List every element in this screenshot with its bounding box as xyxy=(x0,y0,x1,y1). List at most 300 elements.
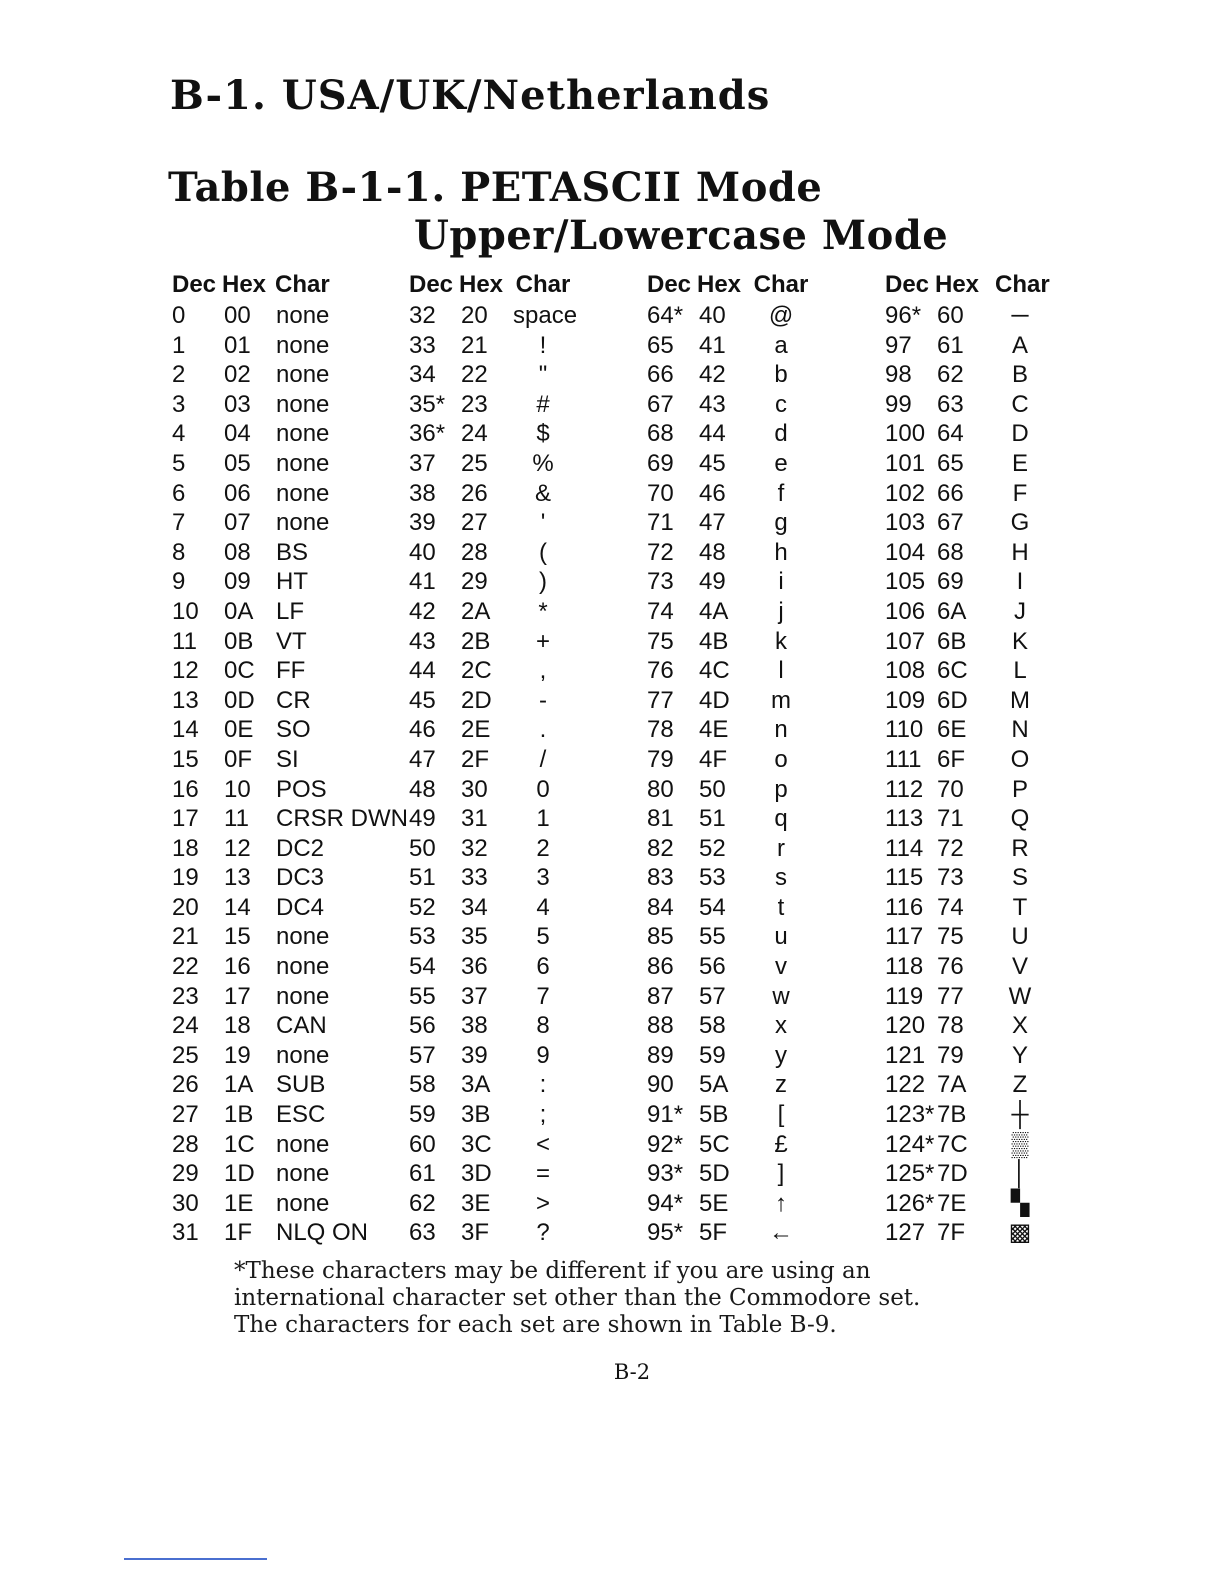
char-cell: % xyxy=(532,449,554,477)
hex-cell: 03 xyxy=(224,390,251,418)
hex-cell: 13 xyxy=(224,864,251,892)
dec-cell: 32 xyxy=(409,302,436,329)
dec-cell: 112 xyxy=(885,775,924,803)
char-cell: g xyxy=(774,509,788,537)
char-cell: DC3 xyxy=(276,864,325,892)
hex-cell: 29 xyxy=(461,568,488,596)
dec-cell: 122 xyxy=(885,1071,926,1099)
dec-cell: 63 xyxy=(409,1219,436,1247)
char-cell: none xyxy=(276,361,330,389)
dec-cell: 124* xyxy=(885,1130,935,1158)
char-cell: none xyxy=(276,302,330,329)
dec-cell: 36* xyxy=(409,420,446,448)
hex-cell: 2F xyxy=(461,745,490,773)
dec-cell: 126* xyxy=(885,1189,935,1217)
char-cell: Z xyxy=(1012,1071,1028,1099)
char-cell: FF xyxy=(276,657,306,685)
hex-cell: 43 xyxy=(699,390,726,418)
hex-cell: 68 xyxy=(937,538,964,566)
dec-cell: 26 xyxy=(172,1071,199,1099)
char-cell: BS xyxy=(276,538,309,566)
dec-cell: 110 xyxy=(885,716,924,744)
hex-cell: 1E xyxy=(224,1189,254,1217)
hex-cell: 06 xyxy=(224,479,251,507)
dec-cell: 5 xyxy=(172,449,186,477)
hex-cell: 64 xyxy=(937,420,964,448)
dec-cell: 86 xyxy=(647,953,674,981)
header-dec: Dec xyxy=(885,271,930,298)
hex-cell: 77 xyxy=(937,982,964,1010)
hex-cell: 37 xyxy=(461,982,488,1010)
dec-cell: 0 xyxy=(172,302,186,329)
header-hex: Hex xyxy=(459,271,504,298)
hex-cell: 00 xyxy=(224,302,251,329)
char-cell: f xyxy=(777,479,785,507)
dec-cell: 76 xyxy=(647,657,674,685)
hex-cell: 54 xyxy=(699,893,726,921)
hex-cell: 2C xyxy=(461,657,492,685)
char-cell: 8 xyxy=(536,1012,550,1040)
hex-cell: 4C xyxy=(699,657,730,685)
hex-cell: 40 xyxy=(699,302,726,329)
dec-cell: 100 xyxy=(885,420,926,448)
char-cell: & xyxy=(534,479,551,507)
dec-cell: 11 xyxy=(172,627,197,655)
hex-cell: 49 xyxy=(699,568,726,596)
char-cell: F xyxy=(1012,479,1028,507)
dec-cell: 91* xyxy=(647,1101,684,1129)
dec-cell: 14 xyxy=(172,716,199,744)
dec-cell: 101 xyxy=(885,449,926,477)
header-dec: Dec xyxy=(647,271,692,298)
dec-cell: 95* xyxy=(647,1219,684,1247)
char-cell: ↑ xyxy=(775,1189,787,1217)
char-cell: m xyxy=(771,686,791,714)
dec-cell: 7 xyxy=(172,509,186,537)
footnote: *These characters may be different if you are using an international character set other than the Commodore set. The characters for each set are shown in Table B-9. xyxy=(234,1258,921,1338)
char-cell: NLQ ON xyxy=(276,1219,369,1247)
char-cell: H xyxy=(1011,538,1029,566)
dec-cell: 34 xyxy=(409,361,436,389)
hex-cell: 3C xyxy=(461,1130,492,1158)
char-cell: p xyxy=(774,775,788,803)
dec-cell: 67 xyxy=(647,390,674,418)
header-char: Char xyxy=(275,271,330,298)
hex-cell: 47 xyxy=(699,509,726,537)
hex-cell: 15 xyxy=(224,923,251,951)
char-cell: none xyxy=(276,1041,330,1069)
dec-cell: 37 xyxy=(409,449,436,477)
dec-cell: 106 xyxy=(885,597,926,625)
dec-cell: 35* xyxy=(409,390,446,418)
hex-cell: 2D xyxy=(461,686,492,714)
dec-cell: 39 xyxy=(409,509,436,537)
dec-cell: 111 xyxy=(885,745,922,773)
hex-cell: 7A xyxy=(937,1071,967,1099)
dec-cell: 102 xyxy=(885,479,926,507)
dec-cell: 4 xyxy=(172,420,186,448)
char-cell: c xyxy=(775,390,787,418)
hex-cell: 07 xyxy=(224,509,251,537)
char-cell: POS xyxy=(276,775,327,803)
header-char: Char xyxy=(995,271,1050,298)
hex-cell: 04 xyxy=(224,420,251,448)
dec-cell: 78 xyxy=(647,716,674,744)
dec-cell: 117 xyxy=(885,923,924,951)
bottom-rule xyxy=(124,1558,267,1560)
char-cell: U xyxy=(1011,923,1029,951)
dec-cell: 82 xyxy=(647,834,674,862)
char-cell: ) xyxy=(539,568,547,596)
char-cell: 0 xyxy=(536,775,550,803)
dec-cell: 50 xyxy=(409,834,436,862)
char-cell: ▩ xyxy=(1008,1219,1032,1247)
hex-cell: 7E xyxy=(937,1189,967,1217)
hex-cell: 73 xyxy=(937,864,964,892)
dec-cell: 25 xyxy=(172,1041,199,1069)
dec-cell: 27 xyxy=(172,1101,199,1129)
char-cell: . xyxy=(539,716,547,744)
char-cell: none xyxy=(276,1160,330,1188)
hex-cell: 51 xyxy=(699,805,726,833)
char-cell: ' xyxy=(540,509,546,537)
char-cell: e xyxy=(774,449,788,477)
hex-cell: 70 xyxy=(937,775,964,803)
hex-cell: 0D xyxy=(224,686,255,714)
dec-cell: 17 xyxy=(172,805,199,833)
hex-cell: 42 xyxy=(699,361,726,389)
header-dec: Dec xyxy=(409,271,454,298)
char-cell: none xyxy=(276,390,330,418)
char-cell: $ xyxy=(536,420,550,448)
char-cell: : xyxy=(539,1071,547,1099)
char-cell: ▒ xyxy=(1011,1130,1029,1158)
char-cell: x xyxy=(775,1012,787,1040)
dec-cell: 59 xyxy=(409,1101,436,1129)
dec-cell: 118 xyxy=(885,953,924,981)
dec-cell: 104 xyxy=(885,538,926,566)
dec-cell: 81 xyxy=(647,805,674,833)
dec-cell: 96* xyxy=(885,302,922,329)
hex-cell: 0C xyxy=(224,657,255,685)
hex-cell: 20 xyxy=(461,302,488,329)
char-cell: G xyxy=(1010,509,1030,537)
hex-cell: 75 xyxy=(937,923,964,951)
dec-cell: 13 xyxy=(172,686,199,714)
dec-cell: 6 xyxy=(172,479,186,507)
dec-cell: 43 xyxy=(409,627,436,655)
hex-cell: 4B xyxy=(699,627,729,655)
dec-cell: 15 xyxy=(172,745,199,773)
char-cell: s xyxy=(775,864,787,892)
dec-cell: 3 xyxy=(172,390,186,418)
header-char: Char xyxy=(753,271,809,298)
hex-cell: 24 xyxy=(461,420,488,448)
char-cell: l xyxy=(778,657,784,685)
char-cell: " xyxy=(538,361,548,389)
char-cell: CAN xyxy=(276,1012,327,1040)
char-cell: 3 xyxy=(536,864,550,892)
char-cell: y xyxy=(775,1041,787,1069)
dec-cell: 31 xyxy=(172,1219,199,1247)
hex-cell: 02 xyxy=(224,361,251,389)
dec-cell: 9 xyxy=(172,568,186,596)
dec-cell: 60 xyxy=(409,1130,436,1158)
dec-cell: 8 xyxy=(172,538,186,566)
char-cell: DC4 xyxy=(276,893,325,921)
dec-cell: 45 xyxy=(409,686,436,714)
char-cell: E xyxy=(1011,449,1028,477)
char-cell: , xyxy=(539,657,547,685)
hex-cell: 1A xyxy=(224,1071,254,1099)
dec-cell: 85 xyxy=(647,923,674,951)
char-cell: t xyxy=(777,893,785,921)
char-cell: < xyxy=(535,1130,550,1158)
hex-cell: 5A xyxy=(699,1071,729,1099)
hex-cell: 39 xyxy=(461,1041,488,1069)
dec-cell: 19 xyxy=(172,864,199,892)
hex-cell: 2B xyxy=(461,627,491,655)
hex-cell: 1B xyxy=(224,1101,254,1129)
dec-cell: 38 xyxy=(409,479,436,507)
dec-cell: 114 xyxy=(885,834,924,862)
dec-cell: 94* xyxy=(647,1189,684,1217)
dec-cell: 12 xyxy=(172,657,199,685)
hex-cell: 22 xyxy=(461,361,488,389)
header-dec: Dec xyxy=(172,271,217,298)
dec-cell: 16 xyxy=(172,775,199,803)
char-cell: P xyxy=(1011,775,1028,803)
char-cell: X xyxy=(1011,1012,1028,1040)
hex-cell: 67 xyxy=(937,509,964,537)
dec-cell: 18 xyxy=(172,834,199,862)
dec-cell: 2 xyxy=(172,361,186,389)
hex-cell: 12 xyxy=(224,834,251,862)
dec-cell: 88 xyxy=(647,1012,674,1040)
char-cell: n xyxy=(774,716,788,744)
hex-cell: 1F xyxy=(224,1219,253,1247)
char-cell: none xyxy=(276,1189,330,1217)
char-cell: - xyxy=(539,686,547,714)
dec-cell: 58 xyxy=(409,1071,436,1099)
table-subtitle: Upper/Lowercase Mode xyxy=(414,212,949,259)
char-cell: [ xyxy=(777,1101,785,1129)
char-cell: 4 xyxy=(536,893,550,921)
char-cell: J xyxy=(1014,597,1026,625)
dec-cell: 103 xyxy=(885,509,926,537)
dec-cell: 71 xyxy=(647,509,674,537)
dec-cell: 29 xyxy=(172,1160,199,1188)
hex-cell: 32 xyxy=(461,834,488,862)
char-cell: ( xyxy=(539,538,547,566)
char-cell: v xyxy=(775,953,787,981)
char-cell: ! xyxy=(539,331,547,359)
hex-cell: 31 xyxy=(461,805,488,833)
char-cell: ▚ xyxy=(1010,1189,1030,1217)
hex-cell: 48 xyxy=(699,538,726,566)
dec-cell: 115 xyxy=(885,864,924,892)
hex-cell: 44 xyxy=(699,420,726,448)
hex-cell: 41 xyxy=(699,331,726,359)
char-cell: # xyxy=(536,390,550,418)
char-cell: SUB xyxy=(276,1071,326,1099)
char-cell: V xyxy=(1011,953,1028,981)
hex-cell: 76 xyxy=(937,953,964,981)
dec-cell: 74 xyxy=(647,597,674,625)
char-cell: C xyxy=(1011,390,1029,418)
char-cell: none xyxy=(276,449,330,477)
char-cell: ┼ xyxy=(1011,1101,1029,1129)
dec-cell: 21 xyxy=(172,923,199,951)
hex-cell: 0E xyxy=(224,716,254,744)
char-cell: none xyxy=(276,953,330,981)
hex-cell: 5F xyxy=(699,1219,728,1247)
char-cell: W xyxy=(1008,982,1032,1010)
char-cell: d xyxy=(774,420,788,448)
char-cell: M xyxy=(1010,686,1030,714)
char-cell: space xyxy=(513,302,578,329)
char-cell: h xyxy=(774,538,788,566)
hex-cell: 28 xyxy=(461,538,488,566)
dec-cell: 75 xyxy=(647,627,674,655)
hex-cell: 34 xyxy=(461,893,488,921)
char-cell: A xyxy=(1011,331,1028,359)
dec-cell: 48 xyxy=(409,775,436,803)
hex-cell: 17 xyxy=(224,982,251,1010)
hex-cell: 66 xyxy=(937,479,964,507)
dec-cell: 20 xyxy=(172,893,199,921)
dec-cell: 92* xyxy=(647,1130,684,1158)
dec-cell: 53 xyxy=(409,923,436,951)
char-cell: u xyxy=(774,923,788,951)
char-cell: none xyxy=(276,331,330,359)
dec-cell: 89 xyxy=(647,1041,674,1069)
char-cell: none xyxy=(276,509,330,537)
dec-cell: 93* xyxy=(647,1160,684,1188)
char-cell: LF xyxy=(276,597,305,625)
dec-cell: 125* xyxy=(885,1160,935,1188)
hex-cell: 3B xyxy=(461,1101,491,1129)
dec-cell: 105 xyxy=(885,568,926,596)
page-number: B-2 xyxy=(613,1360,651,1384)
hex-cell: 62 xyxy=(937,361,964,389)
hex-cell: 21 xyxy=(461,331,488,359)
hex-cell: 10 xyxy=(224,775,251,803)
char-cell: T xyxy=(1012,893,1028,921)
hex-cell: 5E xyxy=(699,1189,729,1217)
dec-cell: 61 xyxy=(409,1160,436,1188)
dec-cell: 68 xyxy=(647,420,674,448)
char-cell: * xyxy=(538,597,548,625)
hex-cell: 30 xyxy=(461,775,488,803)
dec-cell: 113 xyxy=(885,805,924,833)
dec-cell: 41 xyxy=(409,568,436,596)
dec-cell: 33 xyxy=(409,331,436,359)
char-cell: I xyxy=(1016,568,1024,596)
hex-cell: 23 xyxy=(461,390,488,418)
hex-cell: 52 xyxy=(699,834,726,862)
char-cell: R xyxy=(1011,834,1029,862)
section-heading: B-1. USA/UK/Netherlands xyxy=(170,72,771,119)
char-cell: K xyxy=(1011,627,1028,655)
hex-cell: 4D xyxy=(699,686,730,714)
hex-cell: 7F xyxy=(937,1219,966,1247)
char-cell: N xyxy=(1011,716,1029,744)
hex-cell: 1C xyxy=(224,1130,255,1158)
dec-cell: 69 xyxy=(647,449,674,477)
char-cell: CR xyxy=(276,686,311,714)
hex-cell: 61 xyxy=(937,331,964,359)
char-cell: + xyxy=(535,627,550,655)
char-cell: @ xyxy=(768,302,794,329)
hex-cell: 5D xyxy=(699,1160,730,1188)
hex-cell: 53 xyxy=(699,864,726,892)
hex-cell: 46 xyxy=(699,479,726,507)
char-cell: none xyxy=(276,923,330,951)
dec-cell: 40 xyxy=(409,538,436,566)
hex-cell: 6D xyxy=(937,686,968,714)
hex-cell: 36 xyxy=(461,953,488,981)
char-cell: i xyxy=(778,568,784,596)
hex-cell: 14 xyxy=(224,893,251,921)
hex-cell: 08 xyxy=(224,538,251,566)
hex-cell: 35 xyxy=(461,923,488,951)
char-cell: 2 xyxy=(536,834,550,862)
dec-cell: 119 xyxy=(885,982,924,1010)
char-cell: > xyxy=(535,1189,550,1217)
char-cell: b xyxy=(774,361,788,389)
dec-cell: 80 xyxy=(647,775,674,803)
hex-cell: 50 xyxy=(699,775,726,803)
dec-cell: 64* xyxy=(647,302,684,329)
char-cell: CRSR DWN xyxy=(276,805,408,833)
hex-cell: 58 xyxy=(699,1012,726,1040)
char-cell: B xyxy=(1011,361,1028,389)
char-cell: ─ xyxy=(1011,302,1029,329)
hex-cell: 4E xyxy=(699,716,729,744)
table-title: Table B-1-1. PETASCII Mode xyxy=(168,164,823,211)
dec-cell: 55 xyxy=(409,982,436,1010)
dec-cell: 87 xyxy=(647,982,674,1010)
char-cell: £ xyxy=(774,1130,788,1158)
hex-cell: 65 xyxy=(937,449,964,477)
dec-cell: 116 xyxy=(885,893,924,921)
char-cell: L xyxy=(1013,657,1027,685)
dec-cell: 98 xyxy=(885,361,912,389)
char-cell: 7 xyxy=(536,982,550,1010)
dec-cell: 107 xyxy=(885,627,926,655)
dec-cell: 44 xyxy=(409,657,436,685)
hex-cell: 09 xyxy=(224,568,251,596)
dec-cell: 57 xyxy=(409,1041,436,1069)
hex-cell: 60 xyxy=(937,302,964,329)
header-char: Char xyxy=(515,271,571,298)
hex-cell: 79 xyxy=(937,1041,964,1069)
hex-cell: 7D xyxy=(937,1160,968,1188)
hex-cell: 3F xyxy=(461,1219,490,1247)
hex-cell: 57 xyxy=(699,982,726,1010)
dec-cell: 22 xyxy=(172,953,199,981)
hex-cell: 27 xyxy=(461,509,488,537)
hex-cell: 16 xyxy=(224,953,251,981)
hex-cell: 33 xyxy=(461,864,488,892)
hex-cell: 59 xyxy=(699,1041,726,1069)
hex-cell: 26 xyxy=(461,479,488,507)
dec-cell: 42 xyxy=(409,597,436,625)
char-cell: o xyxy=(774,745,788,773)
hex-cell: 72 xyxy=(937,834,964,862)
dec-cell: 97 xyxy=(885,331,912,359)
